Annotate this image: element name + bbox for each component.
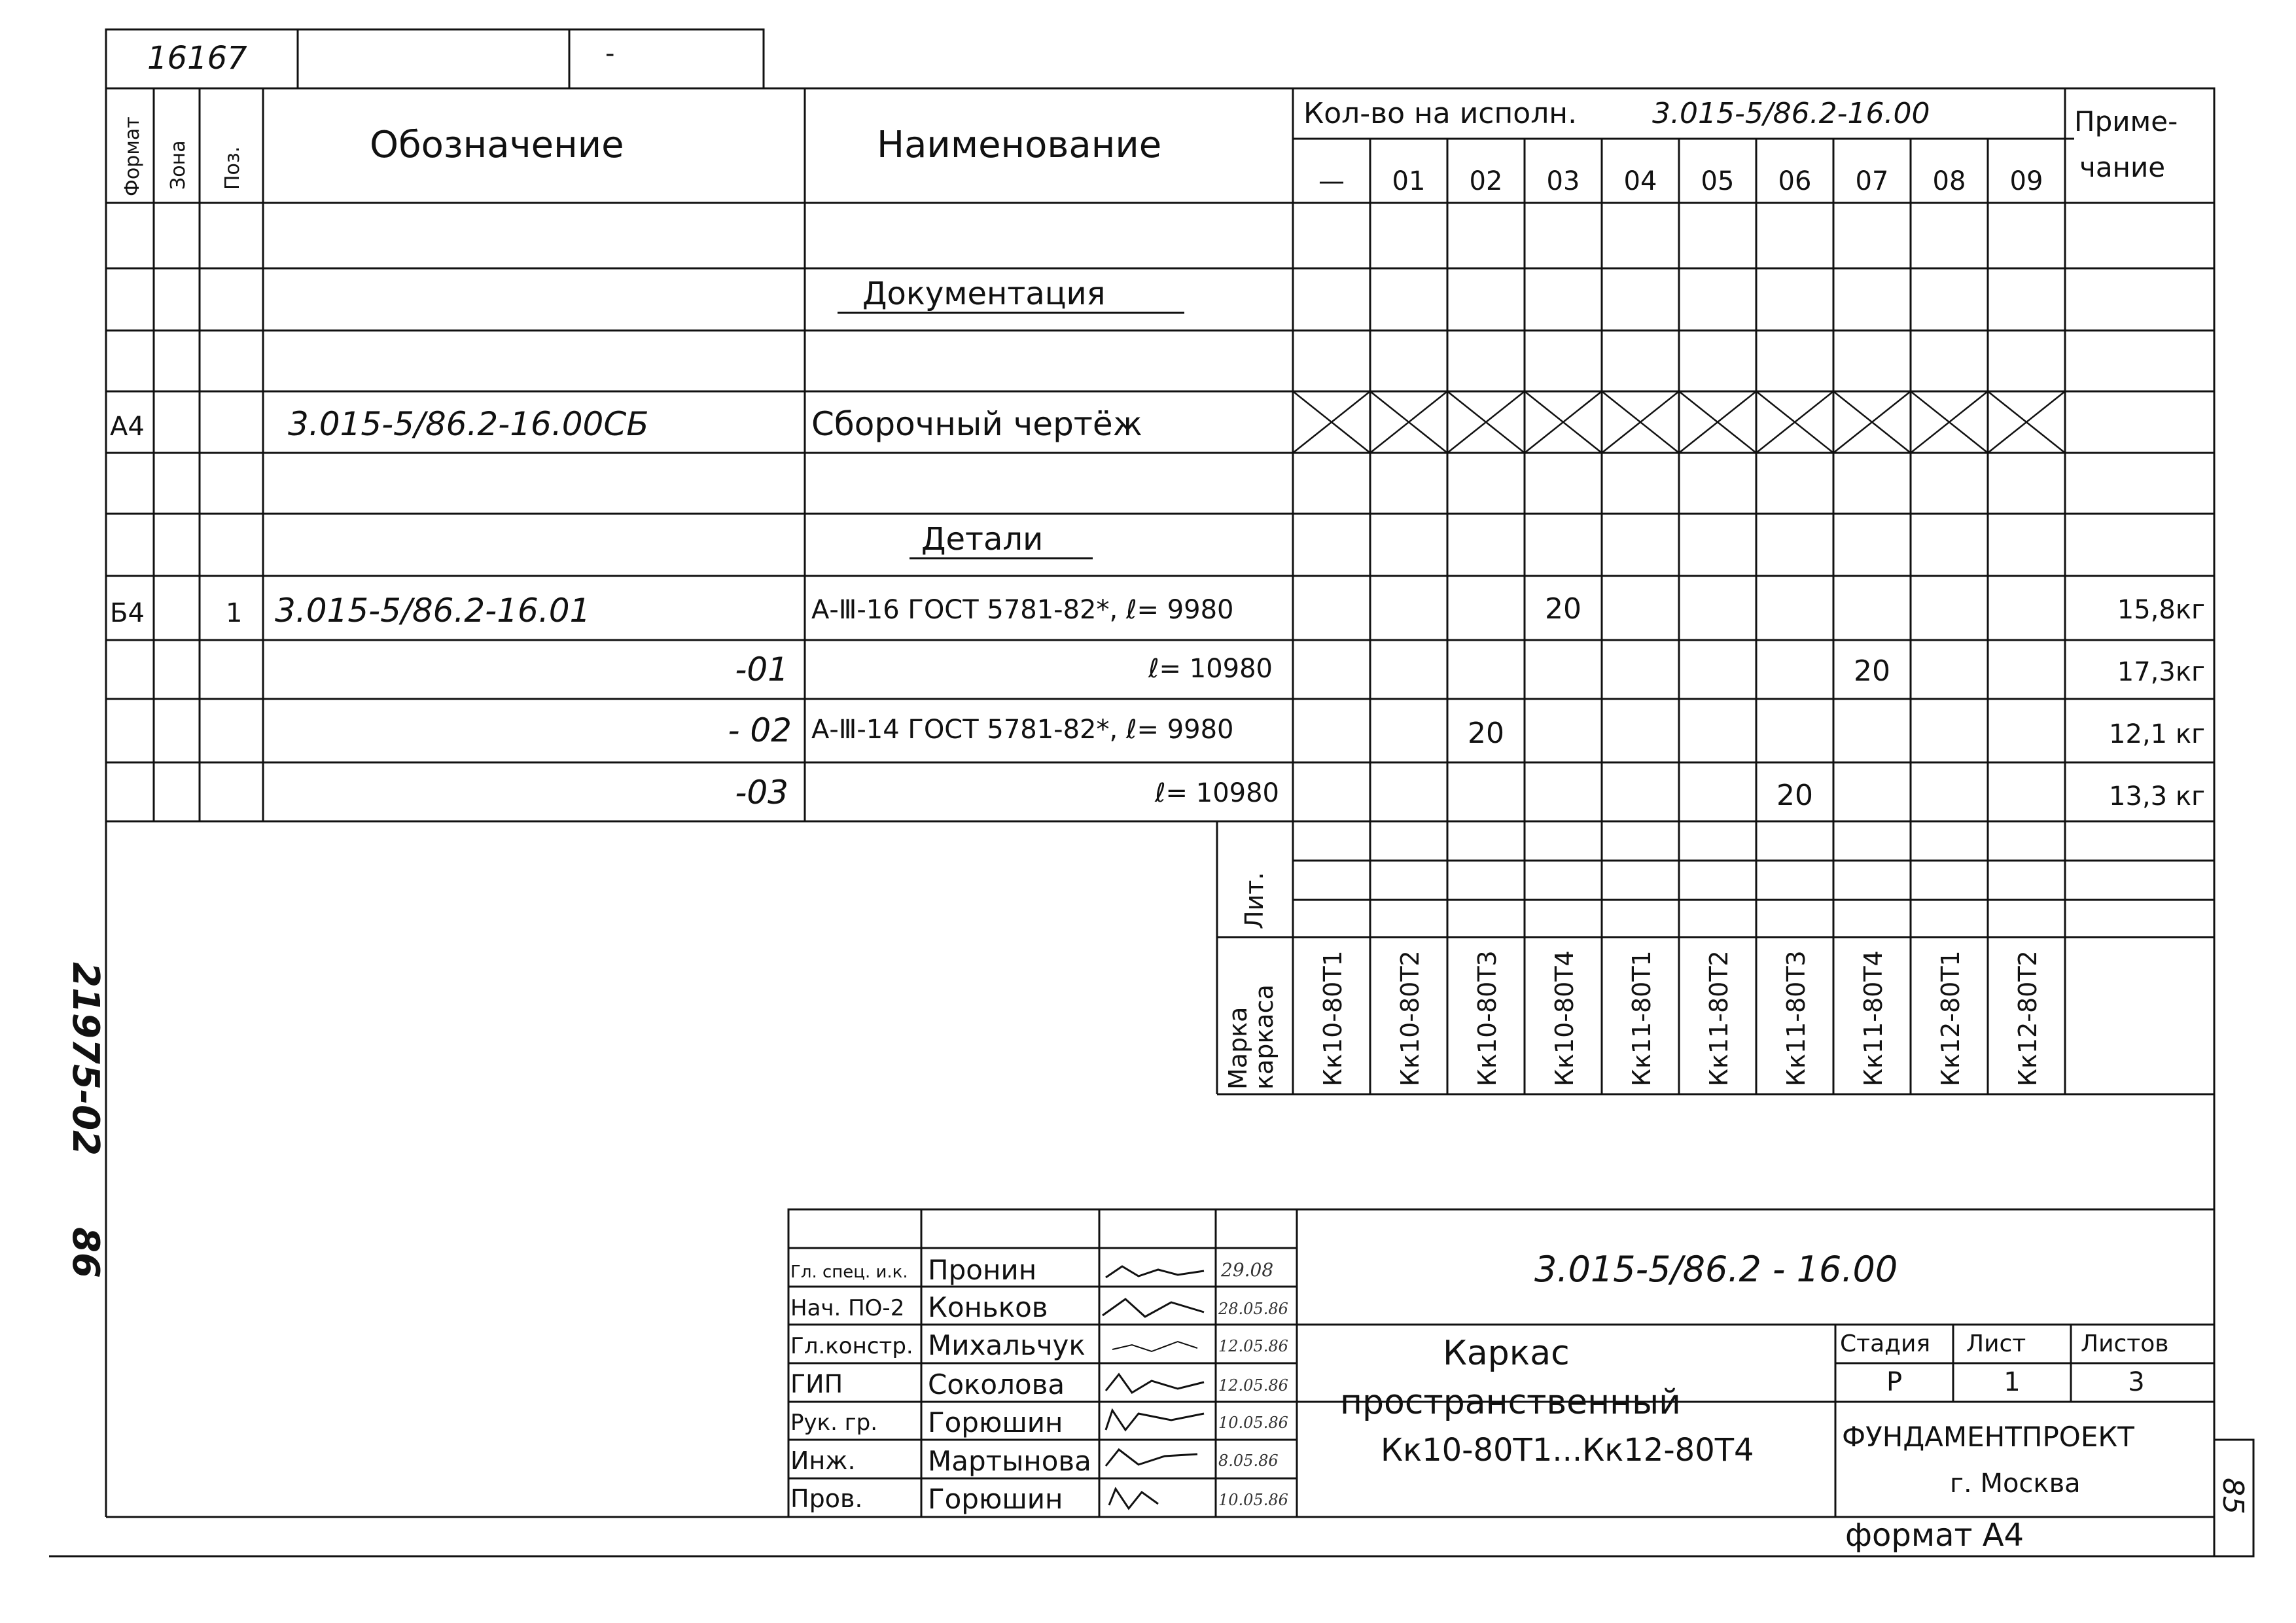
- item-designation: 3.015-5/86.2-16.01: [275, 592, 591, 630]
- signer-date: 12.05.86: [1218, 1376, 1288, 1395]
- item-format: Б4: [110, 598, 145, 628]
- item-note: 17,3кг: [2117, 657, 2205, 687]
- frame-mark: Кк11-80Т4: [1859, 950, 1888, 1086]
- signer-name: Пронин: [928, 1254, 1037, 1286]
- item-note: 13,3 кг: [2109, 781, 2205, 812]
- doc-name: Сборочный чертёж: [811, 405, 1142, 443]
- signer-date: 8.05.86: [1218, 1452, 1279, 1470]
- frame-mark: Кк10-80Т1: [1318, 950, 1347, 1086]
- spec-table-frame: [106, 88, 2214, 821]
- signer-date: 10.05.86: [1218, 1414, 1288, 1432]
- header-qty-prefix: Кол-во на исполн.: [1303, 97, 1578, 130]
- item-note: 15,8кг: [2117, 595, 2205, 625]
- signer-row: [790, 1368, 1288, 1400]
- title-line-2: пространственный: [1340, 1383, 1681, 1422]
- signer-row: [790, 1254, 1273, 1286]
- variant-header: 09: [2009, 166, 2043, 196]
- top-stamp-number: 16167: [147, 40, 247, 77]
- signer-row: [790, 1483, 1288, 1515]
- item-qty: 20: [1854, 654, 1890, 688]
- marka-label-2: каркаса: [1250, 984, 1279, 1090]
- frame-mark: Кк10-80Т2: [1396, 950, 1424, 1086]
- signature: [1109, 1489, 1158, 1508]
- signer-name: Мартынова: [928, 1445, 1091, 1477]
- signer-name: Горюшин: [928, 1483, 1063, 1515]
- signer-date: 28.05.86: [1218, 1300, 1288, 1318]
- signers-table: [790, 1254, 1288, 1515]
- variant-headers: [1318, 166, 2043, 196]
- top-stamp-mark: -: [605, 39, 615, 69]
- signer-role: Рук. гр.: [790, 1410, 878, 1436]
- signer-role: Пров.: [790, 1484, 863, 1513]
- item-name: А-Ⅲ-14 ГОСТ 5781-82*, ℓ= 9980: [811, 715, 1234, 745]
- organization: ФУНДАМЕНТПРОЕКТ: [1842, 1421, 2134, 1453]
- variant-header: —: [1318, 166, 1345, 196]
- signature: [1106, 1266, 1204, 1277]
- signer-row: [790, 1406, 1288, 1438]
- stage-label: Стадия: [1840, 1330, 1931, 1357]
- variant-header: 02: [1469, 166, 1503, 196]
- signature: [1103, 1299, 1204, 1317]
- signer-role: Гл.констр.: [790, 1333, 913, 1359]
- frame-marks: [1318, 950, 2042, 1086]
- signer-name: Соколова: [928, 1368, 1065, 1400]
- signer-role: Гл. спец. и.к.: [790, 1262, 908, 1282]
- variant-header: 06: [1778, 166, 1812, 196]
- signer-role: ГИП: [790, 1370, 843, 1399]
- header-note-2: чание: [2079, 151, 2166, 183]
- signer-name: Михальчук: [928, 1329, 1086, 1361]
- lit-label: Лит.: [1240, 872, 1269, 929]
- item-note: 12,1 кг: [2109, 719, 2205, 749]
- variant-header: 07: [1855, 166, 1889, 196]
- item-name: А-Ⅲ-16 ГОСТ 5781-82*, ℓ= 9980: [811, 595, 1234, 625]
- title-line-1: Каркас: [1443, 1334, 1570, 1373]
- doc-designation: 3.015-5/86.2-16.00СБ: [288, 405, 649, 443]
- signer-role: Нач. ПО-2: [790, 1295, 905, 1321]
- city: г. Москва: [1950, 1469, 2081, 1499]
- item-designation: -01: [735, 651, 788, 688]
- frame-mark: Кк12-80Т1: [1936, 950, 1965, 1086]
- signature: [1106, 1450, 1197, 1466]
- header-pos: Поз.: [221, 146, 244, 190]
- frame-mark: Кк11-80Т1: [1627, 950, 1656, 1086]
- frame-mark: Кк12-80Т2: [2013, 950, 2042, 1086]
- signature: [1106, 1410, 1204, 1430]
- document-code: 3.015-5/86.2 - 16.00: [1534, 1249, 1898, 1290]
- frame-mark: Кк10-80Т3: [1473, 950, 1502, 1086]
- format-label: формат А4: [1845, 1517, 2024, 1554]
- title-line-3: Кк10-80Т1...Кк12-80Т4: [1381, 1432, 1754, 1469]
- header-zone: Зона: [167, 140, 190, 190]
- doc-format: А4: [110, 412, 145, 442]
- signature: [1106, 1374, 1204, 1393]
- signer-row: [790, 1445, 1279, 1477]
- sheet-value: 1: [2004, 1367, 2021, 1397]
- item-qty: 20: [1468, 717, 1504, 750]
- item-qty: 20: [1776, 779, 1813, 812]
- item-designation: - 02: [728, 711, 792, 749]
- item-row: [728, 711, 2205, 750]
- signer-date: 12.05.86: [1218, 1337, 1288, 1355]
- header-format: Формат: [121, 116, 144, 196]
- section-details: Детали: [921, 521, 1044, 558]
- item-name: ℓ= 10980: [1155, 778, 1279, 808]
- variant-header: 05: [1701, 166, 1735, 196]
- variant-header: 01: [1392, 166, 1426, 196]
- signer-role: Инж.: [790, 1446, 856, 1475]
- signer-row: [790, 1291, 1288, 1323]
- signer-name: Коньков: [928, 1291, 1048, 1323]
- sheets-label: Листов: [2081, 1330, 2169, 1357]
- item-row: [735, 774, 2205, 812]
- header-designation: Обозначение: [370, 124, 624, 166]
- signer-row: [790, 1329, 1288, 1361]
- frame-mark: Кк10-80Т4: [1550, 950, 1579, 1086]
- sheets-value: 3: [2128, 1367, 2145, 1397]
- header-qty-code: 3.015-5/86.2-16.00: [1652, 97, 1930, 130]
- item-row: [735, 651, 2205, 688]
- item-pos: 1: [226, 598, 243, 628]
- sheet-label: Лист: [1966, 1330, 2026, 1357]
- variant-header: 03: [1546, 166, 1580, 196]
- frame-mark: Кк11-80Т2: [1704, 950, 1733, 1086]
- signer-date: 10.05.86: [1218, 1491, 1288, 1509]
- variant-header: 04: [1623, 166, 1657, 196]
- variant-header: 08: [1932, 166, 1966, 196]
- signature: [1112, 1342, 1197, 1351]
- stage-value: Р: [1886, 1367, 1903, 1397]
- header-name: Наименование: [877, 124, 1162, 166]
- marka-label-1: Марка: [1224, 1007, 1252, 1090]
- margin-number: 86: [64, 1227, 107, 1278]
- header-note-1: Приме-: [2074, 105, 2178, 137]
- item-name: ℓ= 10980: [1148, 654, 1273, 684]
- item-qty: 20: [1545, 592, 1581, 626]
- signer-date: 29.08: [1221, 1259, 1274, 1281]
- item-row: [110, 592, 2205, 630]
- page-number: 85: [2216, 1478, 2250, 1514]
- item-designation: -03: [735, 774, 788, 812]
- signer-name: Горюшин: [928, 1406, 1063, 1438]
- inventory-number: 21975-02: [64, 962, 107, 1156]
- frame-mark: Кк11-80Т3: [1782, 950, 1810, 1086]
- section-documentation: Документация: [862, 276, 1106, 312]
